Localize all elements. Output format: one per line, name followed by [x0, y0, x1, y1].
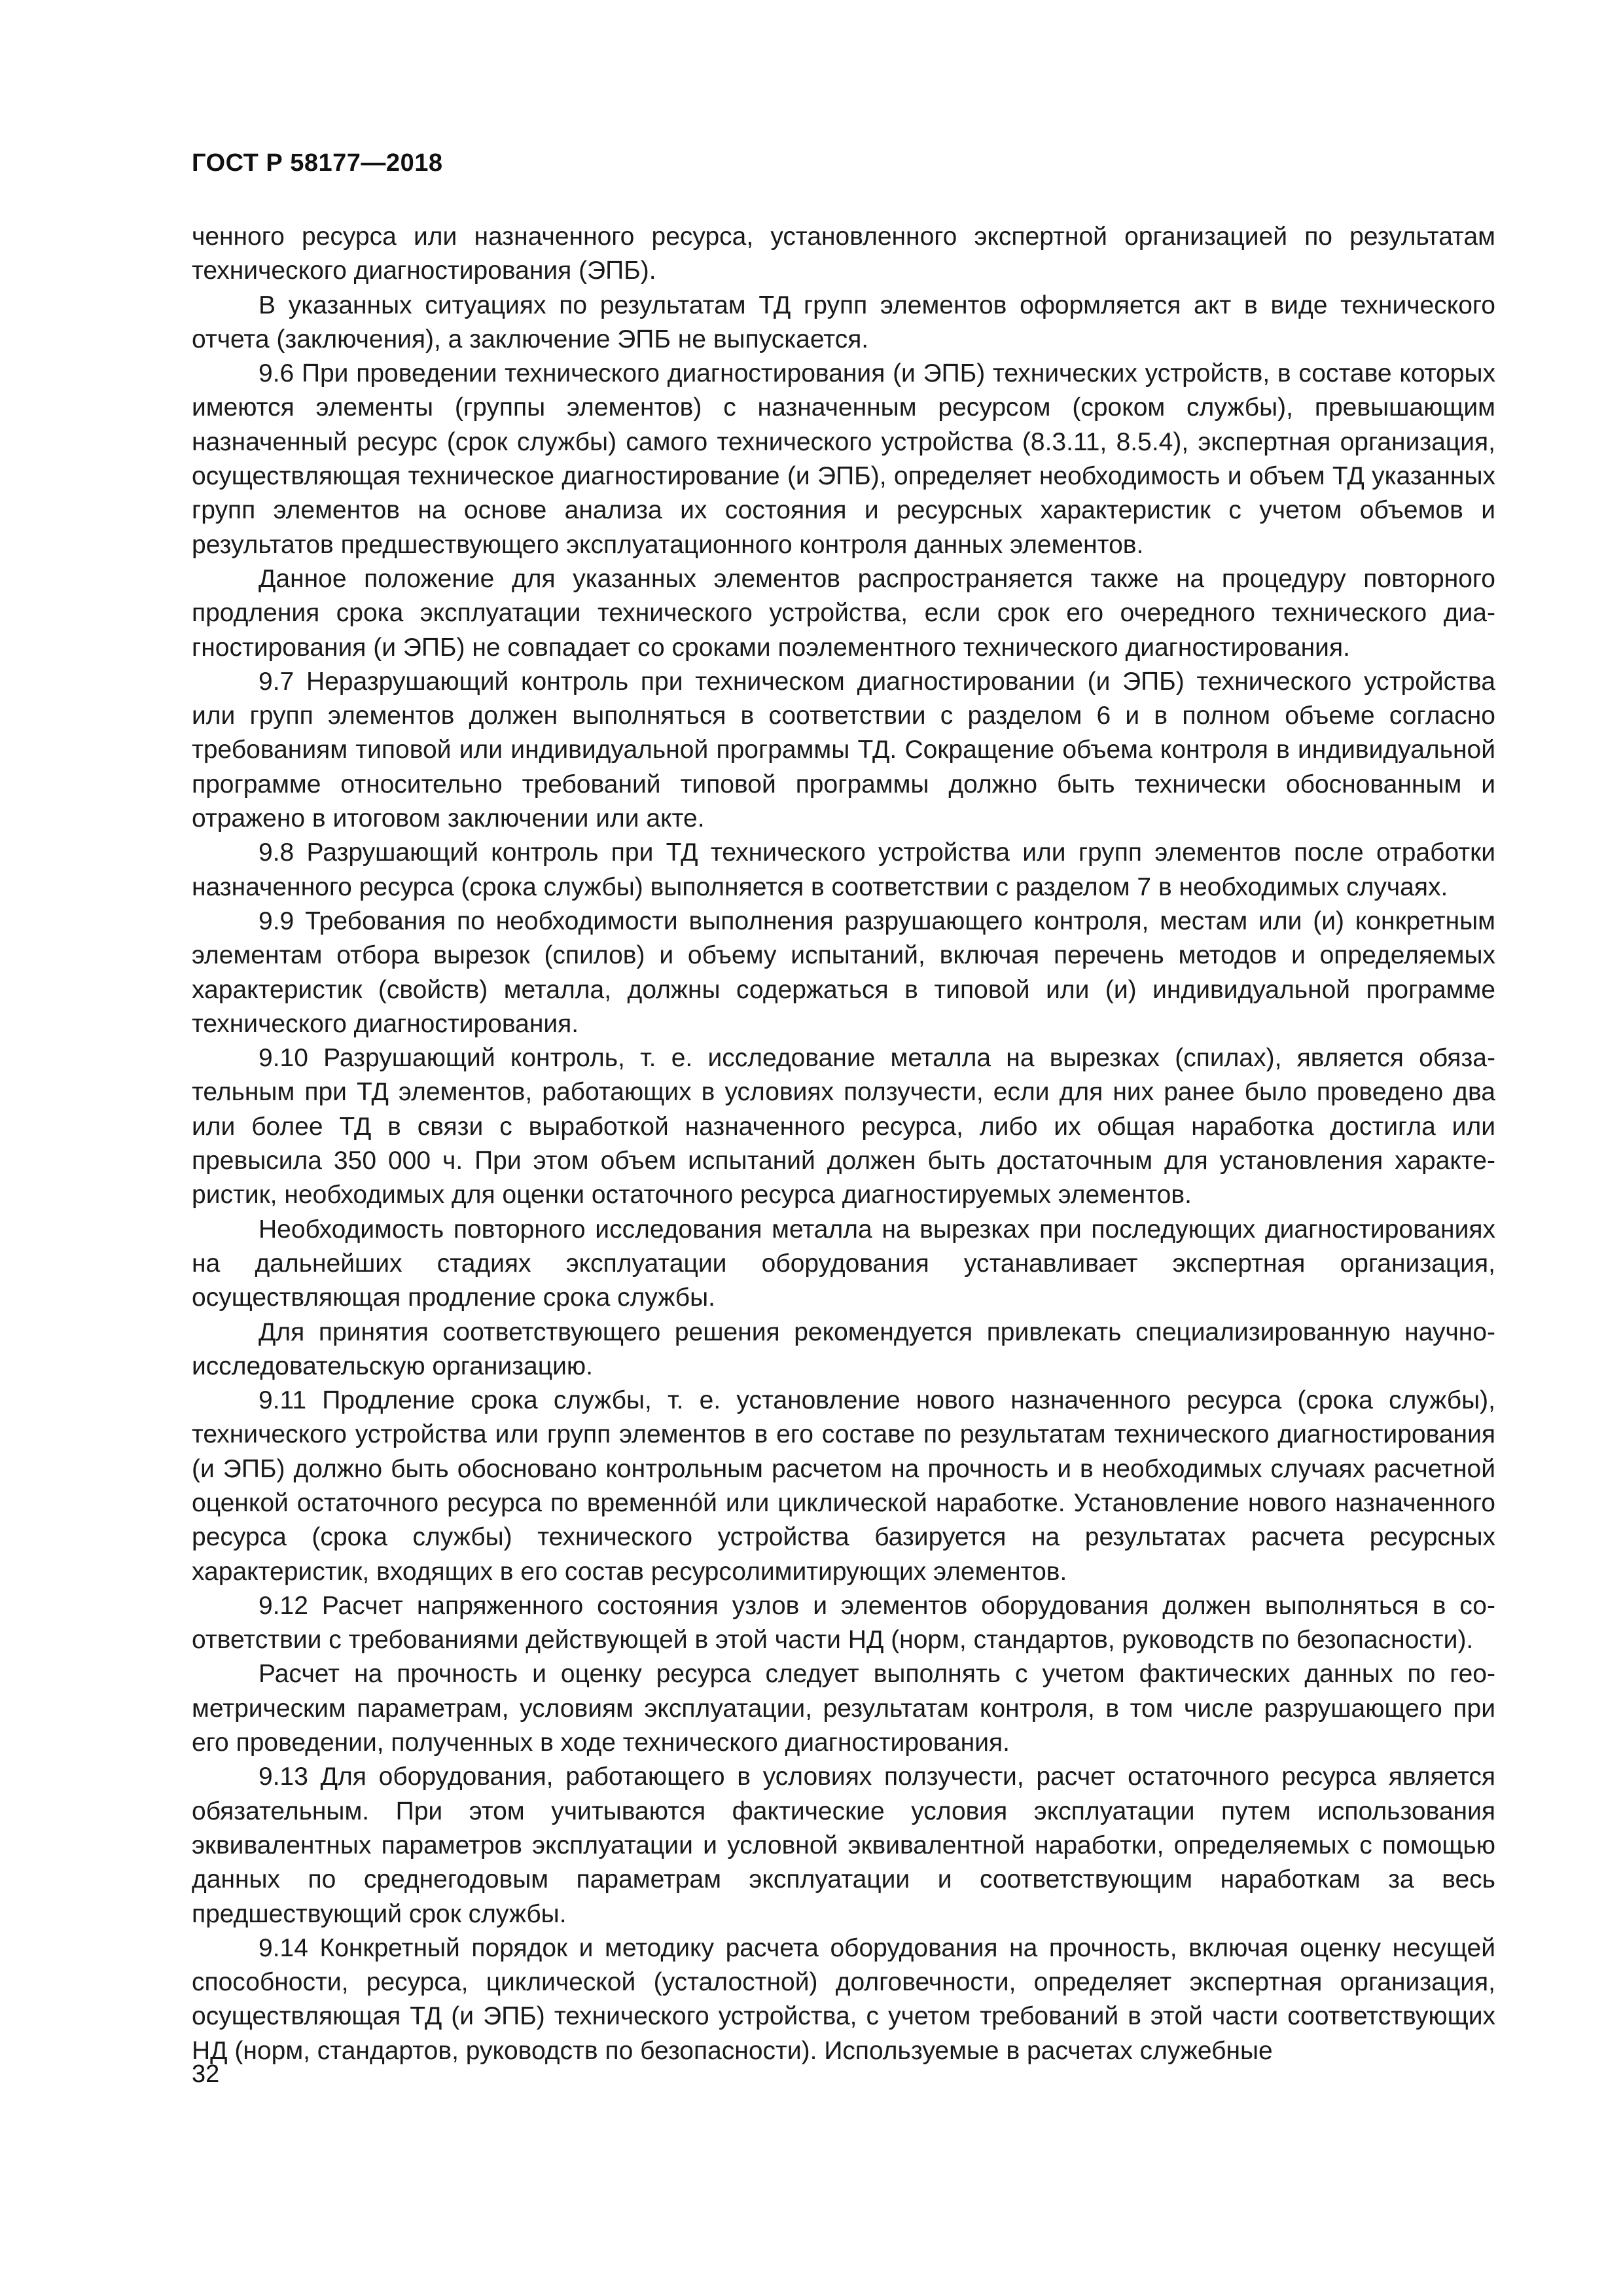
- paragraph-9-11: 9.11 Продление срока службы, т. е. установление нового назначенного ресурса (срока службы), технического устройства или групп элементов в его составе по результатам технического диагностирования (и ЭПБ) должно быть обосновано контрольным расчетом на прочность и в необходимых случаях расчетной оценкой остаточного ресурса по временнóй или циклической наработке. Установление нового назначенного ресурса (срока службы) технического устройства базируется на результатах расчета ресурсных характеристик, входящих в его состав ресурсолимитирующих элементов.: [192, 1386, 1495, 1586]
- paragraph: Для принятия соответствующего решения рекомендуется привлекать специализированную научно-исследовательскую организацию.: [192, 1318, 1495, 1380]
- paragraph: В указанных ситуациях по результатам ТД групп элементов оформляется акт в виде технического отчета (заключения), а заключение ЭПБ не выпускается.: [192, 291, 1495, 353]
- paragraph-9-10: 9.10 Разрушающий контроль, т. е. исследование металла на вырезках (спилах), является обязательным при ТД элементов, работающих в условиях ползучести, если для них ранее было проведено два или более ТД в связи с выработкой назначенного ресурса, либо их общая наработка достигла или превысила 350 000 ч. При этом объем испытаний должен быть достаточным для установления характеристик, необходимых для оценки остаточного ресурса диагностируемых элементов.: [192, 1044, 1495, 1210]
- paragraph: Необходимость повторного исследования металла на вырезках при последующих диагностированиях на дальнейших стадиях эксплуатации оборудования устанавливает экспертная организация, осуществляющая продление срока службы.: [192, 1215, 1495, 1312]
- paragraph-9-6: 9.6 При проведении технического диагностирования (и ЭПБ) технических устройств, в составе которых имеются элементы (группы элементов) с назначенным ресурсом (сроком службы), превышающим назначенный ресурс (срок службы) самого технического устройства (8.3.11, 8.5.4), экспертная организация, осуществляющая техническое диагностирование (и ЭПБ), определяет необходимость и объем ТД указанных групп элементов на основе анализа их состояния и ресурсных характеристик с учетом объемов и результатов предшествующего эксплуатационного контроля данных элементов.: [192, 359, 1495, 559]
- paragraph-9-12: 9.12 Расчет напряженного состояния узлов и элементов оборудования должен выполняться в соответствии с требованиями действующей в этой части НД (норм, стандартов, руководств по безопасности).: [192, 1591, 1495, 1655]
- paragraph: Расчет на прочность и оценку ресурса следует выполнять с учетом фактических данных по геометрическим параметрам, условиям эксплуатации, результатам контроля, в том числе разрушающего при его проведении, полученных в ходе технического диагностирования.: [192, 1660, 1495, 1757]
- paragraph-9-7: 9.7 Неразрушающий контроль при техническом диагностировании (и ЭПБ) технического устройства или групп элементов должен выполняться в соответствии с разделом 6 и в полном объеме согласно требованиям типовой или индивидуальной программы ТД. Сокращение объема контроля в индивидуальной программе относительно требований типовой программы должно быть технически обоснованным и отражено в итоговом заключении или акте.: [192, 667, 1495, 833]
- document-body: [192, 220, 1495, 2068]
- paragraph-9-14: 9.14 Конкретный порядок и методику расчета оборудования на прочность, включая оценку несущей способности, ресурса, циклической (усталостной) долговечности, определяет экспертная организация, осуществляющая ТД (и ЭПБ) технического устройства, с учетом требований в этой части соответствующих НД (норм, стандартов, руководств по безопасности). Используемые в расчетах служебные: [192, 1933, 1495, 2065]
- paragraph-continuation: ченного ресурса или назначенного ресурса, установленного экспертной организацией по результатам технического диагностирования (ЭПБ).: [192, 223, 1495, 285]
- paragraph-9-13: 9.13 Для оборудования, работающего в условиях ползучести, расчет остаточного ресурса является обязательным. При этом учитываются фактические условия эксплуатации путем использования эквивалентных параметров эксплуатации и условной эквивалентной наработки, определяемых с помощью данных по среднегодовым параметрам эксплуатации и соответствующим наработкам за весь предшествующий срок службы.: [192, 1763, 1495, 1928]
- paragraph-9-9: 9.9 Требования по необходимости выполнения разрушающего контроля, местам или (и) конкретным элементам отбора вырезок (спилов) и объему испытаний, включая перечень методов и определяемых характеристик (свойств) металла, должны содержаться в типовой или (и) индивидуальной программе технического диагностирования.: [192, 906, 1495, 1038]
- page-number: 32: [192, 2060, 220, 2088]
- paragraph-9-8: 9.8 Разрушающий контроль при ТД технического устройства или групп элементов после отработки назначенного ресурса (срока службы) выполняется в соответствии с разделом 7 в необходимых случаях.: [192, 838, 1495, 901]
- paragraph: Данное положение для указанных элементов распространяется также на процедуру повторного продления срока эксплуатации технического устройства, если срок его очередного технического диагностирования (и ЭПБ) не совпадает со сроками поэлементного технического диагностирования.: [192, 564, 1495, 662]
- document-header-code: ГОСТ Р 58177—2018: [192, 149, 443, 177]
